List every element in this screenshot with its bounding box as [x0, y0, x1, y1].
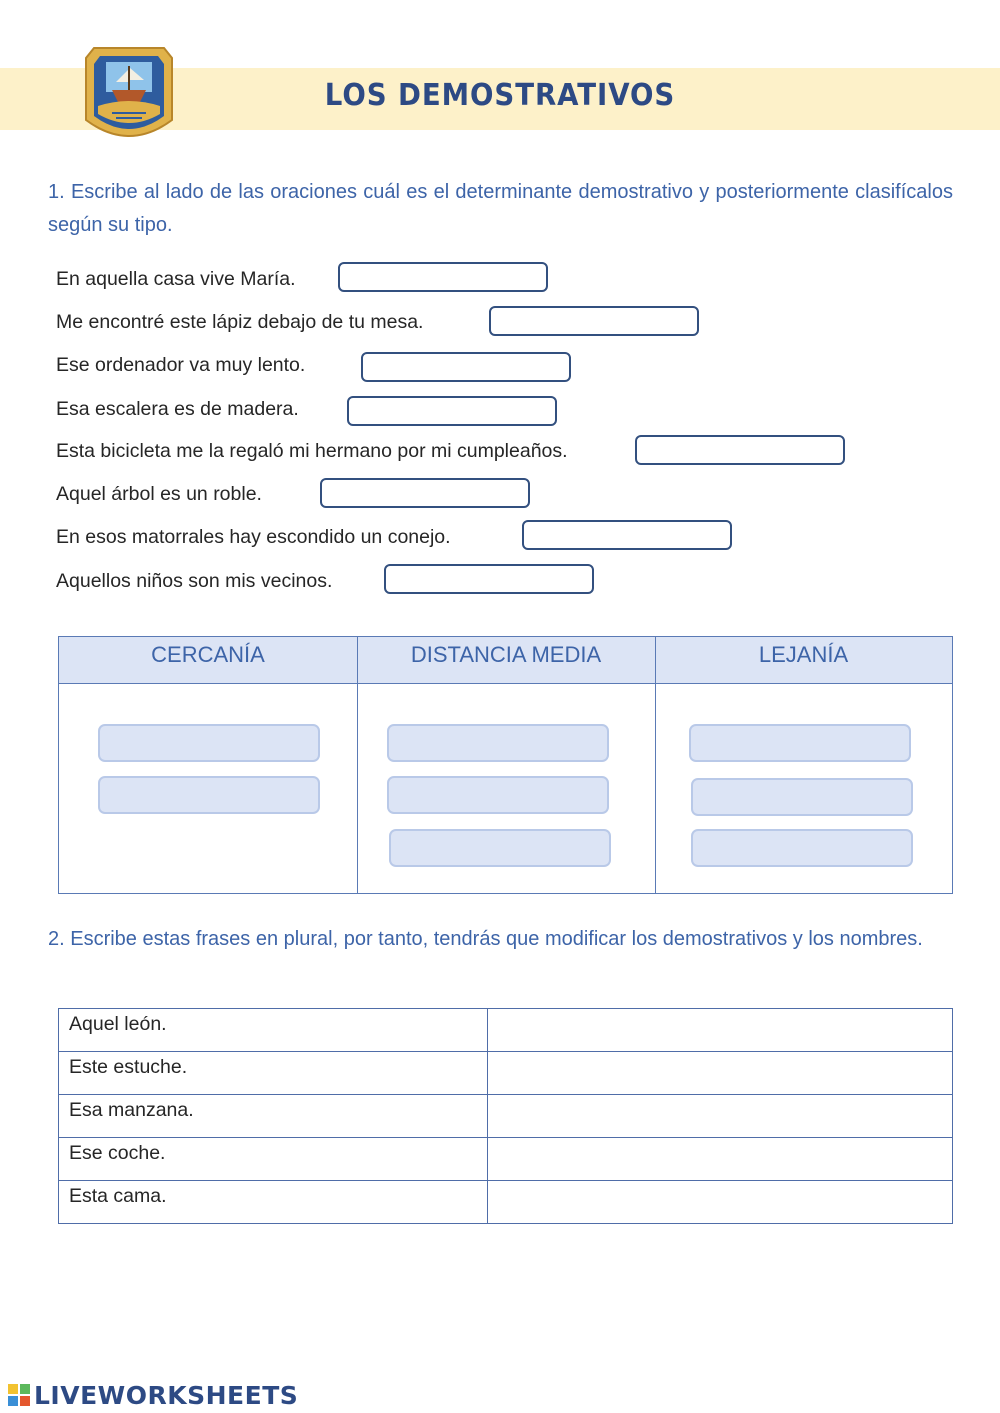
exercise-2-instruction: 2. Escribe estas frases en plural, por tanto, tendrás que modificar los demostrativos y los nombres.: [48, 928, 923, 950]
cercania-drop-box-1[interactable]: [98, 724, 320, 762]
distancia-media-drop-box-1[interactable]: [387, 724, 609, 762]
phrase-cell: Ese coche.: [59, 1138, 488, 1181]
table-row: [59, 1181, 953, 1224]
plural-answer-cell[interactable]: [488, 1181, 953, 1224]
header-cercania: CERCANÍA: [59, 637, 357, 684]
table-row: [59, 1009, 953, 1052]
sentence-1: En aquella casa vive María.: [56, 268, 296, 290]
column-divider: [655, 637, 656, 893]
sentence-3: Ese ordenador va muy lento.: [56, 354, 306, 376]
liveworksheets-logo: [8, 1380, 298, 1410]
answer-box-6[interactable]: [320, 478, 530, 508]
brand-name: LIVEWORKSHEETS: [34, 1380, 299, 1410]
lejania-drop-box-3[interactable]: [691, 829, 913, 867]
answer-box-1[interactable]: [338, 262, 548, 292]
phrase-cell: Esa manzana.: [59, 1095, 488, 1138]
answer-box-8[interactable]: [384, 564, 594, 594]
distancia-media-drop-box-3[interactable]: [389, 829, 611, 867]
distancia-media-drop-box-2[interactable]: [387, 776, 609, 814]
answer-box-5[interactable]: [635, 435, 845, 465]
plural-answer-cell[interactable]: [488, 1052, 953, 1095]
classification-table: [58, 636, 953, 894]
sentence-4: Esa escalera es de madera.: [56, 398, 299, 420]
phrase-cell: Esta cama.: [59, 1181, 488, 1224]
sentence-2: Me encontré este lápiz debajo de tu mesa.: [56, 311, 424, 333]
phrase-cell: Aquel león.: [59, 1009, 488, 1052]
table-row: [59, 1138, 953, 1181]
plural-answer-cell[interactable]: [488, 1095, 953, 1138]
sentence-6: Aquel árbol es un roble.: [56, 483, 262, 505]
answer-box-4[interactable]: [347, 396, 557, 426]
answer-box-2[interactable]: [489, 306, 699, 336]
table-row: [59, 1052, 953, 1095]
answer-box-3[interactable]: [361, 352, 571, 382]
answer-box-7[interactable]: [522, 520, 732, 550]
sentence-5: Esta bicicleta me la regaló mi hermano por mi cumpleaños.: [56, 440, 568, 462]
exercise-1-instruction: 1. Escribe al lado de las oraciones cuál es el determinante demostrativo y posteriormente clasifícalos según su tipo.: [48, 181, 953, 236]
sentence-7: En esos matorrales hay escondido un conejo.: [56, 526, 451, 548]
sentence-8: Aquellos niños son mis vecinos.: [56, 570, 333, 592]
header-distancia-media: DISTANCIA MEDIA: [357, 637, 655, 684]
liveworksheets-icon: [8, 1384, 30, 1406]
lejania-drop-box-2[interactable]: [691, 778, 913, 816]
phrase-cell: Este estuche.: [59, 1052, 488, 1095]
plural-answer-cell[interactable]: [488, 1009, 953, 1052]
plural-answer-cell[interactable]: [488, 1138, 953, 1181]
plural-table: [58, 1008, 953, 1224]
header-lejania: LEJANÍA: [655, 637, 952, 684]
page-title: LOS DEMOSTRATIVOS: [324, 78, 676, 113]
table-row: [59, 1095, 953, 1138]
cercania-drop-box-2[interactable]: [98, 776, 320, 814]
column-divider: [357, 637, 358, 893]
lejania-drop-box-1[interactable]: [689, 724, 911, 762]
